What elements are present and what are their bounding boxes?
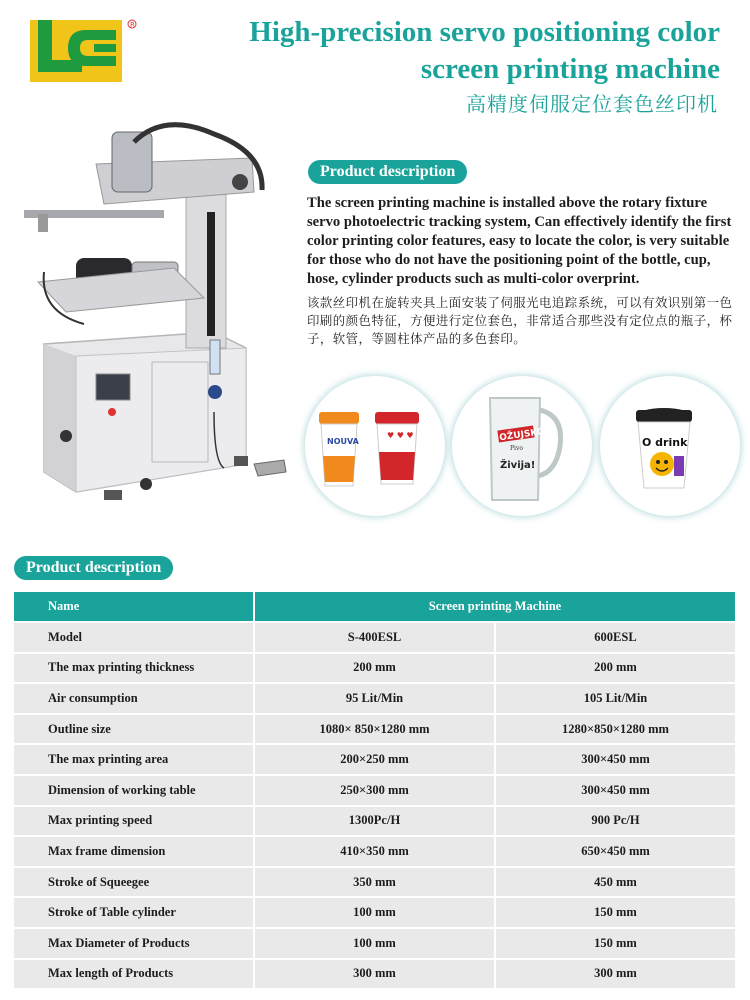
- title-line-2: screen printing machine: [420, 53, 720, 85]
- row-value-600esl: 150 mm: [495, 928, 735, 959]
- row-name-cell: Max frame dimension: [14, 836, 254, 867]
- product-image-paper-cup: [600, 376, 740, 516]
- description-text-chinese: 该款丝印机在旋转夹具上面安装了伺服光电追踪系统，可以有效识别第一色印刷的颜色特征，方便进行定位套色，非常适合那些没有定位点的瓶子，杯子，软管，等圆柱体产品的多色套印。: [307, 295, 733, 346]
- row-value-s400esl: 410×350 mm: [254, 836, 495, 867]
- row-name-cell: Model: [14, 622, 254, 653]
- row-value-s400esl: 100 mm: [254, 928, 495, 959]
- table-row: [14, 714, 735, 745]
- row-value-600esl: 300×450 mm: [495, 744, 735, 775]
- table-row: [14, 836, 735, 867]
- row-name-cell: Stroke of Squeegee: [14, 867, 254, 898]
- row-value-600esl: 450 mm: [495, 867, 735, 898]
- row-value-s400esl: 200 mm: [254, 653, 495, 684]
- table-row: [14, 928, 735, 959]
- cup1-label: NOUVA: [327, 437, 359, 446]
- page-title: [200, 14, 720, 88]
- table-row: [14, 683, 735, 714]
- row-value-s400esl: 1080× 850×1280 mm: [254, 714, 495, 745]
- table-row: [14, 959, 735, 990]
- svg-text:R: R: [130, 21, 135, 29]
- row-name-cell: The max printing area: [14, 744, 254, 775]
- row-name-cell: Max printing speed: [14, 806, 254, 837]
- specification-table: [14, 592, 735, 990]
- row-name-cell: Dimension of working table: [14, 775, 254, 806]
- mug-bottom-label: Živija!: [500, 460, 536, 471]
- mug-sub-label: Pivo: [510, 445, 523, 452]
- row-value-s400esl: 100 mm: [254, 897, 495, 928]
- section-pill-specifications: Product description: [14, 556, 173, 580]
- row-value-600esl: 600ESL: [495, 622, 735, 653]
- section-pill-description: Product description: [308, 160, 467, 184]
- description-text-english: The screen printing machine is installed above the rotary fixture servo photoelectric tracking system, Can effectively identify the first color printing color features, easy to locate the color, is very suitable for those who do not have the positioning point of the bottle, cup, hose, cylinder products such as multi-color overprint.: [307, 195, 732, 287]
- row-value-s400esl: 95 Lit/Min: [254, 683, 495, 714]
- svg-text:♥ ♥ ♥: ♥ ♥ ♥: [387, 431, 414, 440]
- company-logo: [28, 14, 140, 86]
- row-value-600esl: 900 Pc/H: [495, 806, 735, 837]
- row-value-s400esl: 200×250 mm: [254, 744, 495, 775]
- row-name-cell: Air consumption: [14, 683, 254, 714]
- lc-logo-icon: [28, 14, 140, 86]
- row-name-cell: Max Diameter of Products: [14, 928, 254, 959]
- row-value-600esl: 650×450 mm: [495, 836, 735, 867]
- row-value-600esl: 1280×850×1280 mm: [495, 714, 735, 745]
- row-value-600esl: 300×450 mm: [495, 775, 735, 806]
- header-name-cell: Name: [14, 592, 254, 622]
- row-value-s400esl: S-400ESL: [254, 622, 495, 653]
- product-image-beer-mug: [452, 376, 592, 516]
- page-title-chinese: 高精度伺服定位套色丝印机: [466, 92, 718, 116]
- row-value-600esl: 200 mm: [495, 653, 735, 684]
- row-name-cell: The max printing thickness: [14, 653, 254, 684]
- table-row: [14, 653, 735, 684]
- mug-brand-label: OŽUJSKO: [498, 427, 546, 444]
- title-line-1: High-precision servo positioning color: [249, 16, 720, 48]
- row-value-s400esl: 250×300 mm: [254, 775, 495, 806]
- product-image-coffee-cups: [305, 376, 445, 516]
- cup3-label: O drink: [642, 436, 688, 449]
- row-value-600esl: 150 mm: [495, 897, 735, 928]
- row-value-600esl: 300 mm: [495, 959, 735, 990]
- row-name-cell: Stroke of Table cylinder: [14, 897, 254, 928]
- table-row: [14, 897, 735, 928]
- row-value-s400esl: 300 mm: [254, 959, 495, 990]
- row-value-600esl: 105 Lit/Min: [495, 683, 735, 714]
- header-value-cell: Screen printing Machine: [254, 592, 735, 622]
- row-name-cell: Outline size: [14, 714, 254, 745]
- row-value-s400esl: 1300Pc/H: [254, 806, 495, 837]
- table-row: [14, 775, 735, 806]
- table-row: [14, 806, 735, 837]
- table-row: [14, 744, 735, 775]
- row-value-s400esl: 350 mm: [254, 867, 495, 898]
- table-row: [14, 622, 735, 653]
- row-name-cell: Max length of Products: [14, 959, 254, 990]
- table-row: [14, 867, 735, 898]
- machine-image: [14, 112, 296, 512]
- table-header-row: [14, 592, 735, 622]
